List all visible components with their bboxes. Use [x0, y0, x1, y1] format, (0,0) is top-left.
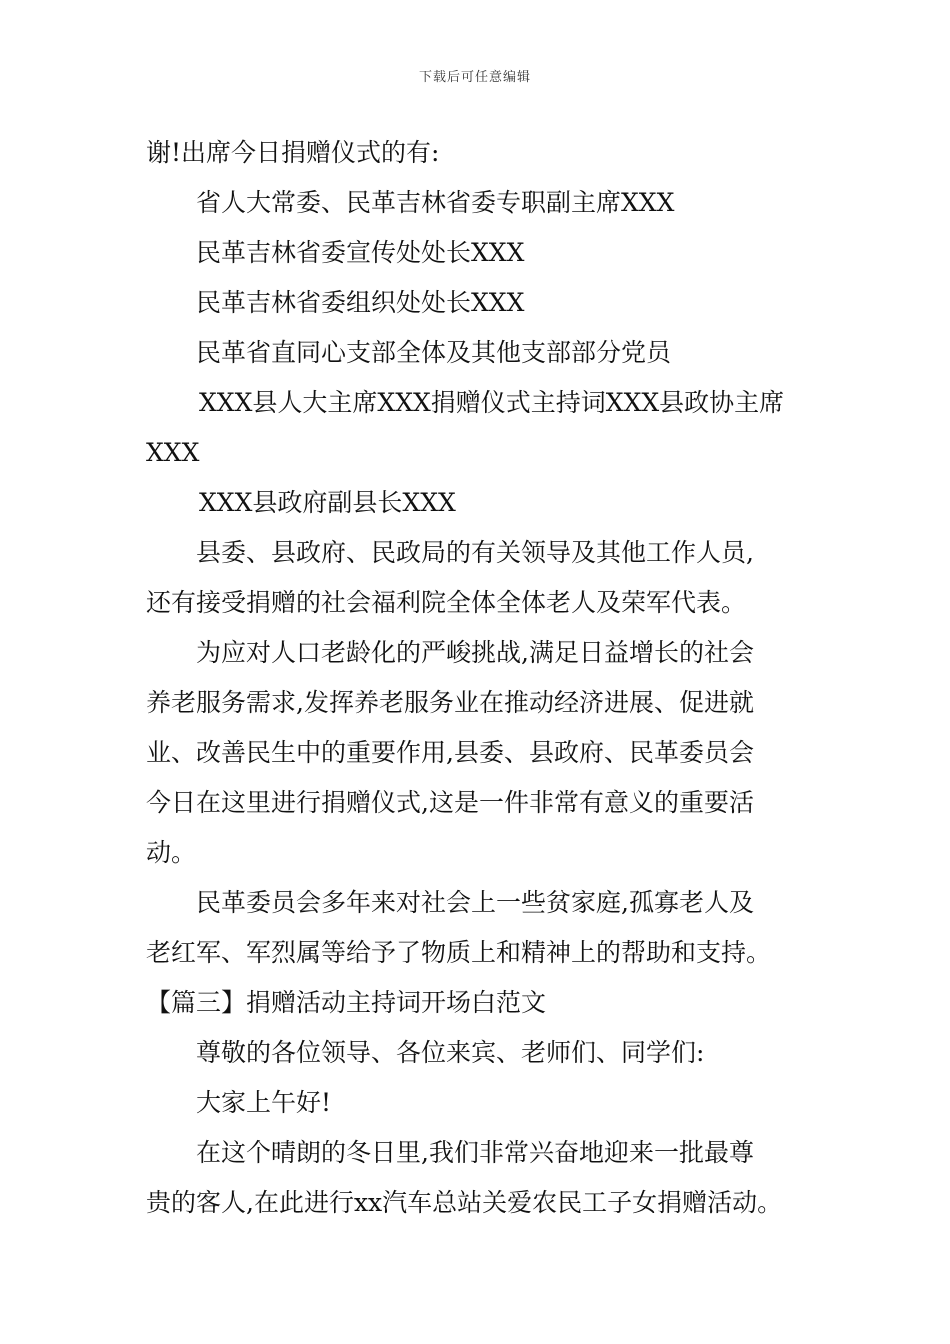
text-line: 县委、县政府、民政局的有关领导及其他工作人员,	[196, 538, 754, 567]
text-line: 民革吉林省委宣传处处长XXX	[196, 238, 525, 267]
text-line: 谢!出席今日捐赠仪式的有:	[146, 138, 440, 167]
text-line: XXX	[146, 438, 200, 467]
document-body	[146, 128, 812, 1228]
text-line: 动。	[146, 838, 197, 867]
section-heading: 【篇三】捐赠活动主持词开场白范文	[146, 988, 547, 1017]
text-line: 今日在这里进行捐赠仪式,这是一件非常有意义的重要活	[146, 788, 754, 817]
text-line: 民革委员会多年来对社会上一些贫家庭,孤寡老人及	[196, 888, 754, 917]
text-line: 贵的客人,在此进行xx汽车总站关爱农民工子女捐赠活动。	[146, 1188, 783, 1217]
text-line: 民革省直同心支部全体及其他支部部分党员	[196, 338, 672, 367]
text-line: 养老服务需求,发挥养老服务业在推动经济进展、促进就	[146, 688, 754, 717]
text-line: 大家上午好!	[196, 1088, 332, 1117]
text-line: 业、改善民生中的重要作用,县委、县政府、民革委员会	[146, 738, 754, 767]
text-line: 为应对人口老龄化的严峻挑战,满足日益增长的社会	[196, 638, 754, 667]
text-line: 在这个晴朗的冬日里,我们非常兴奋地迎来一批最尊	[196, 1138, 754, 1167]
text-line: 老红军、军烈属等给予了物质上和精神上的帮助和支持。	[146, 938, 772, 967]
text-line: 尊敬的各位领导、各位来宾、老师们、同学们:	[196, 1038, 705, 1067]
text-line: 还有接受捐赠的社会福利院全体全体老人及荣军代表。	[146, 588, 747, 617]
text-line: XXX县政府副县长XXX	[199, 488, 456, 517]
text-line: 民革吉林省委组织处处长XXX	[196, 288, 525, 317]
page-header: 下载后可任意编辑	[418, 70, 531, 85]
text-line: 省人大常委、民革吉林省委专职副主席XXX	[196, 188, 675, 217]
text-line: XXX县人大主席XXX捐赠仪式主持词XXX县政协主席	[199, 388, 785, 417]
